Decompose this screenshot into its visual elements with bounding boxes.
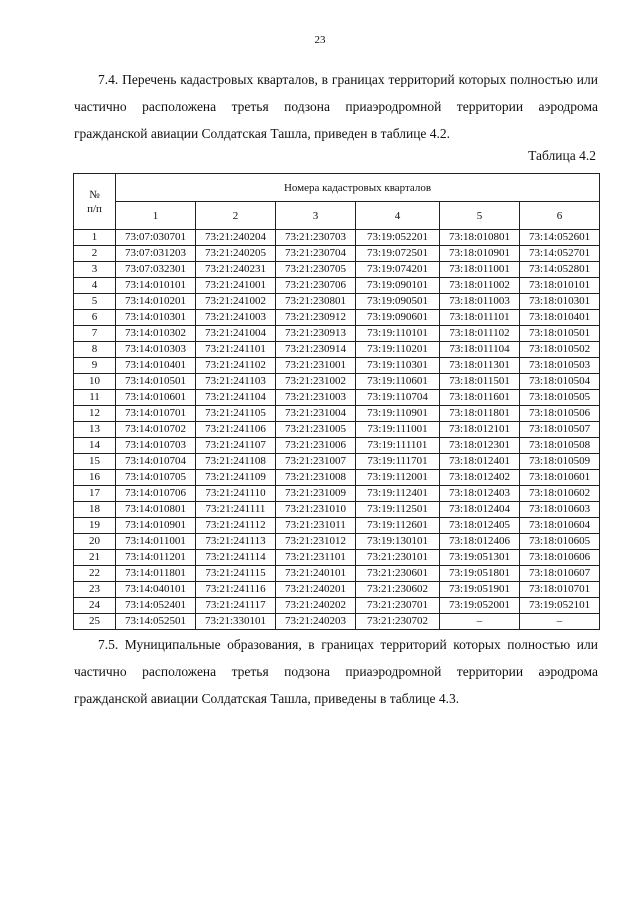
cadastral-number-cell: 73:18:010801	[440, 230, 520, 246]
cadastral-number-cell: 73:18:010501	[520, 326, 600, 342]
cadastral-number-cell: 73:19:110901	[356, 406, 440, 422]
cadastral-number-cell: 73:18:010502	[520, 342, 600, 358]
cadastral-number-cell: 73:21:231004	[276, 406, 356, 422]
cadastral-number-cell: 73:07:031203	[116, 246, 196, 262]
cadastral-number-cell: 73:21:240203	[276, 614, 356, 630]
cadastral-number-cell: 73:21:231009	[276, 486, 356, 502]
cadastral-number-cell: 73:19:112001	[356, 470, 440, 486]
row-number-cell: 14	[74, 438, 116, 454]
row-number-cell: 6	[74, 310, 116, 326]
cadastral-number-cell: 73:14:010702	[116, 422, 196, 438]
cadastral-number-cell: 73:14:010701	[116, 406, 196, 422]
cadastral-number-cell: 73:19:090501	[356, 294, 440, 310]
row-number-cell: 17	[74, 486, 116, 502]
table-row	[74, 358, 600, 374]
cadastral-number-cell: 73:21:240201	[276, 582, 356, 598]
cadastral-quarters-table	[73, 173, 600, 630]
cadastral-number-cell: 73:14:052601	[520, 230, 600, 246]
table-row	[74, 422, 600, 438]
cadastral-number-cell: 73:19:111101	[356, 438, 440, 454]
cadastral-number-cell: 73:14:010401	[116, 358, 196, 374]
cadastral-number-cell: 73:21:240202	[276, 598, 356, 614]
cadastral-number-cell: 73:19:072501	[356, 246, 440, 262]
cadastral-number-cell: 73:14:010703	[116, 438, 196, 454]
row-number-cell: 3	[74, 262, 116, 278]
cadastral-number-cell: 73:18:012402	[440, 470, 520, 486]
cadastral-number-cell: 73:18:010701	[520, 582, 600, 598]
row-number-cell: 10	[74, 374, 116, 390]
cadastral-number-cell: 73:21:241103	[196, 374, 276, 390]
cadastral-number-cell: 73:21:241004	[196, 326, 276, 342]
cadastral-number-cell: 73:21:231007	[276, 454, 356, 470]
cadastral-number-cell: 73:19:051301	[440, 550, 520, 566]
cadastral-number-cell: 73:18:011101	[440, 310, 520, 326]
row-number-cell: 16	[74, 470, 116, 486]
cadastral-number-cell: 73:14:010901	[116, 518, 196, 534]
cadastral-number-cell: 73:14:010704	[116, 454, 196, 470]
column-header: 6	[520, 202, 600, 230]
cadastral-number-cell: 73:19:074201	[356, 262, 440, 278]
table-row	[74, 486, 600, 502]
row-number-cell: 13	[74, 422, 116, 438]
cadastral-number-cell: 73:21:241101	[196, 342, 276, 358]
group-header: Номера кадастровых кварталов	[116, 174, 600, 202]
cadastral-number-cell: 73:21:241001	[196, 278, 276, 294]
cadastral-number-cell: 73:21:230801	[276, 294, 356, 310]
cadastral-number-cell: 73:19:051901	[440, 582, 520, 598]
cadastral-number-cell: 73:19:051801	[440, 566, 520, 582]
cadastral-number-cell: 73:18:011801	[440, 406, 520, 422]
cadastral-number-cell: 73:18:011104	[440, 342, 520, 358]
table-row	[74, 406, 600, 422]
cadastral-number-cell: 73:21:241105	[196, 406, 276, 422]
row-number-cell: 19	[74, 518, 116, 534]
cadastral-number-cell: 73:19:110601	[356, 374, 440, 390]
cadastral-number-cell: 73:19:090601	[356, 310, 440, 326]
table-row	[74, 326, 600, 342]
row-number-cell: 15	[74, 454, 116, 470]
cadastral-number-cell: 73:21:241114	[196, 550, 276, 566]
cadastral-number-cell: 73:18:010101	[520, 278, 600, 294]
cadastral-number-cell: 73:18:010601	[520, 470, 600, 486]
cadastral-number-cell: 73:21:231006	[276, 438, 356, 454]
cadastral-number-cell: 73:21:230706	[276, 278, 356, 294]
table-body	[74, 230, 600, 630]
cadastral-number-cell: 73:21:241111	[196, 502, 276, 518]
column-header: 3	[276, 202, 356, 230]
cadastral-number-cell: 73:18:010602	[520, 486, 600, 502]
cadastral-number-cell: –	[520, 614, 600, 630]
table-row	[74, 614, 600, 630]
column-header: 5	[440, 202, 520, 230]
cadastral-number-cell: 73:18:012401	[440, 454, 520, 470]
cadastral-number-cell: 73:21:231003	[276, 390, 356, 406]
cadastral-number-cell: 73:21:241112	[196, 518, 276, 534]
table-row	[74, 534, 600, 550]
cadastral-number-cell: 73:18:010605	[520, 534, 600, 550]
cadastral-number-cell: 73:18:012301	[440, 438, 520, 454]
row-number-cell: 22	[74, 566, 116, 582]
cadastral-number-cell: –	[440, 614, 520, 630]
row-number-cell: 2	[74, 246, 116, 262]
cadastral-number-cell: 73:21:230705	[276, 262, 356, 278]
cadastral-number-cell: 73:21:231010	[276, 502, 356, 518]
cadastral-number-cell: 73:14:010501	[116, 374, 196, 390]
row-number-cell: 25	[74, 614, 116, 630]
row-number-cell: 8	[74, 342, 116, 358]
cadastral-number-cell: 73:21:231002	[276, 374, 356, 390]
cadastral-number-cell: 73:18:010506	[520, 406, 600, 422]
cadastral-number-cell: 73:21:230601	[356, 566, 440, 582]
cadastral-number-cell: 73:21:231005	[276, 422, 356, 438]
cadastral-number-cell: 73:19:090101	[356, 278, 440, 294]
row-number-header-abbr: п/п	[87, 202, 102, 215]
row-number-cell: 9	[74, 358, 116, 374]
cadastral-number-cell: 73:18:012406	[440, 534, 520, 550]
cadastral-number-cell: 73:14:010101	[116, 278, 196, 294]
cadastral-number-cell: 73:21:231011	[276, 518, 356, 534]
row-number-cell: 11	[74, 390, 116, 406]
cadastral-number-cell: 73:21:230913	[276, 326, 356, 342]
cadastral-number-cell: 73:18:010508	[520, 438, 600, 454]
column-header: 1	[116, 202, 196, 230]
cadastral-number-cell: 73:21:241116	[196, 582, 276, 598]
row-number-header	[74, 174, 116, 230]
cadastral-number-cell: 73:21:230702	[356, 614, 440, 630]
table-row	[74, 598, 600, 614]
table-row	[74, 310, 600, 326]
cadastral-number-cell: 73:18:010509	[520, 454, 600, 470]
cadastral-number-cell: 73:19:110101	[356, 326, 440, 342]
cadastral-number-cell: 73:07:032301	[116, 262, 196, 278]
column-header: 4	[356, 202, 440, 230]
cadastral-number-cell: 73:18:010901	[440, 246, 520, 262]
cadastral-number-cell: 73:19:110704	[356, 390, 440, 406]
cadastral-number-cell: 73:14:040101	[116, 582, 196, 598]
table-row	[74, 566, 600, 582]
cadastral-number-cell: 73:18:010401	[520, 310, 600, 326]
cadastral-number-cell: 73:21:241110	[196, 486, 276, 502]
cadastral-number-cell: 73:14:052401	[116, 598, 196, 614]
cadastral-number-cell: 73:21:231008	[276, 470, 356, 486]
row-number-cell: 18	[74, 502, 116, 518]
cadastral-number-cell: 73:21:241113	[196, 534, 276, 550]
cadastral-number-cell: 73:21:230602	[356, 582, 440, 598]
table-row	[74, 502, 600, 518]
row-number-cell: 7	[74, 326, 116, 342]
cadastral-number-cell: 73:14:052501	[116, 614, 196, 630]
table-row	[74, 470, 600, 486]
cadastral-number-cell: 73:18:011102	[440, 326, 520, 342]
table-row	[74, 518, 600, 534]
table-row	[74, 278, 600, 294]
cadastral-number-cell: 73:18:011003	[440, 294, 520, 310]
cadastral-number-cell: 73:21:241109	[196, 470, 276, 486]
cadastral-number-cell: 73:21:241002	[196, 294, 276, 310]
table-caption: Таблица 4.2	[528, 148, 596, 163]
paragraph-7-4: 7.4. Перечень кадастровых кварталов, в границах территорий которых полностью или частично расположена третья подзона приаэродромной территории аэродрома гражданской авиации Солдатская Ташла, приведен в таблице 4.2.	[74, 72, 598, 141]
cadastral-number-cell: 73:18:010504	[520, 374, 600, 390]
cadastral-number-cell: 73:21:241104	[196, 390, 276, 406]
cadastral-number-cell: 73:21:230101	[356, 550, 440, 566]
cadastral-number-cell: 73:14:010801	[116, 502, 196, 518]
cadastral-number-cell: 73:21:230704	[276, 246, 356, 262]
cadastral-number-cell: 73:14:010303	[116, 342, 196, 358]
cadastral-number-cell: 73:18:010301	[520, 294, 600, 310]
cadastral-number-cell: 73:21:240231	[196, 262, 276, 278]
cadastral-number-cell: 73:18:010507	[520, 422, 600, 438]
table-row	[74, 374, 600, 390]
cadastral-number-cell: 73:21:231101	[276, 550, 356, 566]
row-number-cell: 4	[74, 278, 116, 294]
cadastral-number-cell: 73:18:011501	[440, 374, 520, 390]
cadastral-number-cell: 73:14:011201	[116, 550, 196, 566]
cadastral-number-cell: 73:19:130101	[356, 534, 440, 550]
table-row	[74, 294, 600, 310]
cadastral-number-cell: 73:21:240205	[196, 246, 276, 262]
table-row	[74, 230, 600, 246]
cadastral-number-cell: 73:18:010607	[520, 566, 600, 582]
cadastral-number-cell: 73:18:010505	[520, 390, 600, 406]
page-number: 23	[314, 34, 326, 46]
cadastral-number-cell: 73:07:030701	[116, 230, 196, 246]
cadastral-number-cell: 73:18:012403	[440, 486, 520, 502]
table-row	[74, 454, 600, 470]
cadastral-number-cell: 73:21:231012	[276, 534, 356, 550]
cadastral-number-cell: 73:14:011001	[116, 534, 196, 550]
row-number-header-symbol: №	[89, 188, 100, 201]
cadastral-number-cell: 73:18:011301	[440, 358, 520, 374]
paragraph-7-5: 7.5. Муниципальные образования, в границах территорий которых полностью или частично расположена третья подзона приаэродромной территории аэродрома гражданской авиации Солдатская Ташла, приведены в таблице 4.3.	[74, 637, 598, 706]
cadastral-number-cell: 73:14:011801	[116, 566, 196, 582]
cadastral-number-cell: 73:18:010603	[520, 502, 600, 518]
cadastral-number-cell: 73:21:231001	[276, 358, 356, 374]
cadastral-number-cell: 73:21:230701	[356, 598, 440, 614]
cadastral-number-cell: 73:18:011001	[440, 262, 520, 278]
cadastral-number-cell: 73:19:112401	[356, 486, 440, 502]
cadastral-number-cell: 73:18:012405	[440, 518, 520, 534]
cadastral-number-cell: 73:18:010604	[520, 518, 600, 534]
table-row	[74, 582, 600, 598]
cadastral-number-cell: 73:19:110301	[356, 358, 440, 374]
cadastral-number-cell: 73:14:052701	[520, 246, 600, 262]
cadastral-number-cell: 73:19:052101	[520, 598, 600, 614]
row-number-cell: 23	[74, 582, 116, 598]
column-header: 2	[196, 202, 276, 230]
cadastral-number-cell: 73:19:052001	[440, 598, 520, 614]
cadastral-number-cell: 73:21:230703	[276, 230, 356, 246]
cadastral-number-cell: 73:19:111001	[356, 422, 440, 438]
cadastral-number-cell: 73:18:010503	[520, 358, 600, 374]
cadastral-number-cell: 73:21:241003	[196, 310, 276, 326]
table-row	[74, 390, 600, 406]
cadastral-number-cell: 73:18:012101	[440, 422, 520, 438]
row-number-cell: 24	[74, 598, 116, 614]
cadastral-number-cell: 73:18:011601	[440, 390, 520, 406]
cadastral-number-cell: 73:19:052201	[356, 230, 440, 246]
cadastral-number-cell: 73:21:230914	[276, 342, 356, 358]
cadastral-number-cell: 73:21:241117	[196, 598, 276, 614]
cadastral-number-cell: 73:18:011002	[440, 278, 520, 294]
cadastral-number-cell: 73:21:230912	[276, 310, 356, 326]
cadastral-number-cell: 73:21:241108	[196, 454, 276, 470]
cadastral-number-cell: 73:14:010706	[116, 486, 196, 502]
cadastral-number-cell: 73:14:010302	[116, 326, 196, 342]
table-row	[74, 246, 600, 262]
cadastral-number-cell: 73:14:010601	[116, 390, 196, 406]
cadastral-number-cell: 73:18:010606	[520, 550, 600, 566]
row-number-cell: 20	[74, 534, 116, 550]
cadastral-number-cell: 73:19:112501	[356, 502, 440, 518]
row-number-cell: 21	[74, 550, 116, 566]
cadastral-number-cell: 73:19:110201	[356, 342, 440, 358]
cadastral-number-cell: 73:19:112601	[356, 518, 440, 534]
row-number-cell: 1	[74, 230, 116, 246]
cadastral-number-cell: 73:14:010201	[116, 294, 196, 310]
cadastral-number-cell: 73:21:241106	[196, 422, 276, 438]
table-row	[74, 342, 600, 358]
cadastral-number-cell: 73:21:241102	[196, 358, 276, 374]
cadastral-number-cell: 73:21:240204	[196, 230, 276, 246]
cadastral-number-cell: 73:21:330101	[196, 614, 276, 630]
cadastral-number-cell: 73:18:012404	[440, 502, 520, 518]
cadastral-number-cell: 73:14:010301	[116, 310, 196, 326]
cadastral-number-cell: 73:21:241115	[196, 566, 276, 582]
table-row	[74, 550, 600, 566]
row-number-cell: 5	[74, 294, 116, 310]
cadastral-number-cell: 73:14:010705	[116, 470, 196, 486]
row-number-cell: 12	[74, 406, 116, 422]
table-row	[74, 438, 600, 454]
cadastral-number-cell: 73:19:111701	[356, 454, 440, 470]
cadastral-number-cell: 73:21:240101	[276, 566, 356, 582]
cadastral-number-cell: 73:21:241107	[196, 438, 276, 454]
table-row	[74, 262, 600, 278]
cadastral-number-cell: 73:14:052801	[520, 262, 600, 278]
